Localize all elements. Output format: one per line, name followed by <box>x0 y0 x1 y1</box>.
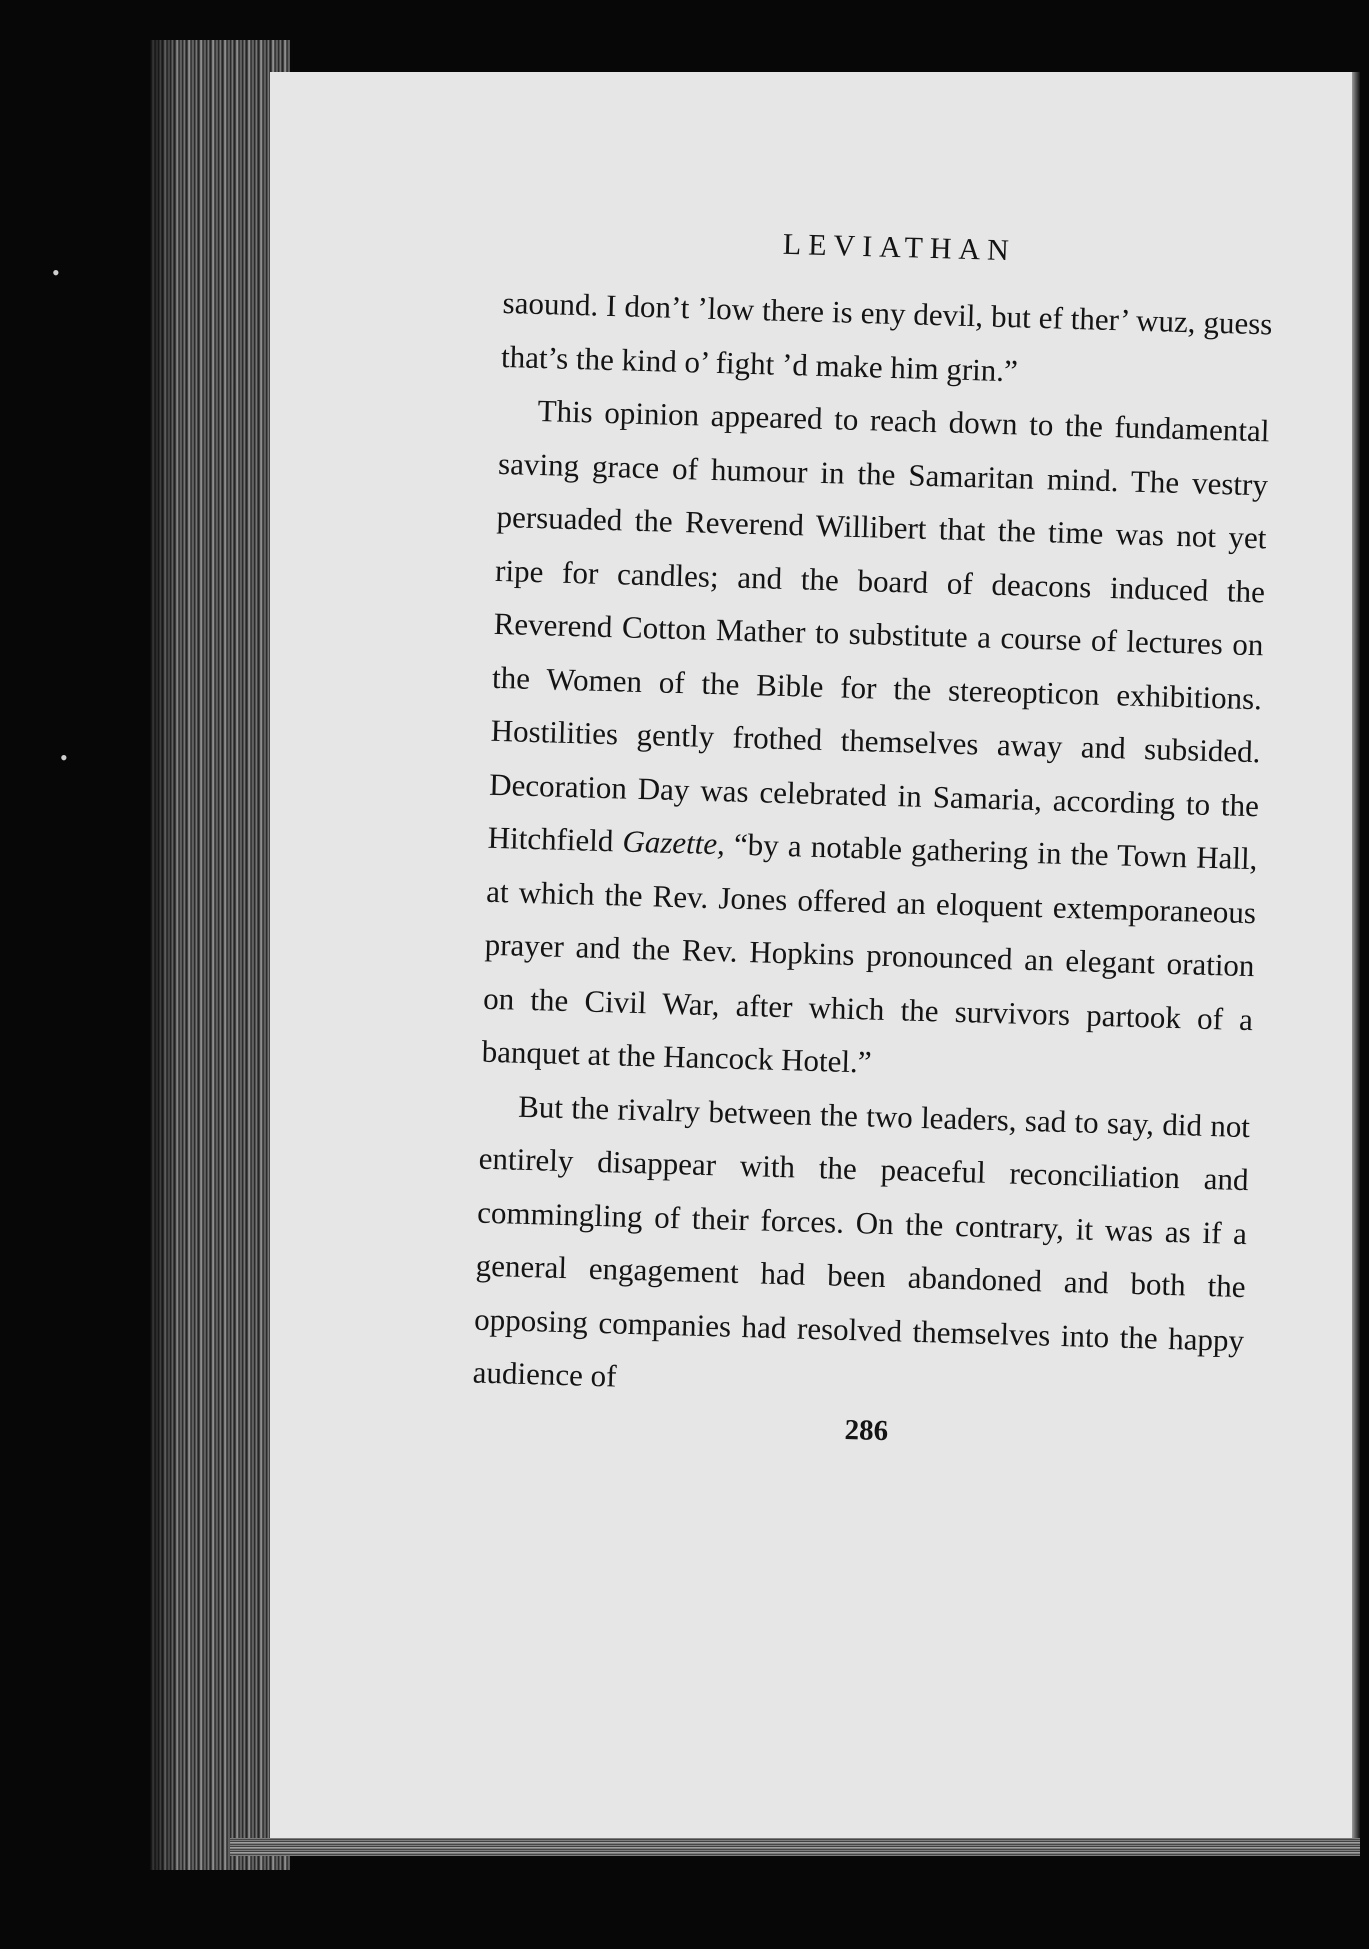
scan-speck: • <box>52 260 60 285</box>
page-bottom-edge <box>230 1838 1360 1856</box>
page-right-edge <box>1352 72 1360 1852</box>
gazette-italic: Gazette, <box>622 823 726 862</box>
paragraph-2 <box>481 383 1270 1100</box>
paragraph-2-part-1: This opinion appeared to reach down to the fundamental saving grace of humour in the Samaritan mind. The vestry persuaded the Reverend Willibert that the time was not yet ripe for candles; and the board of deacons induced the Reverend Cotton Mather to substitute a course of lectures on the Women of the Bible for the stereopticon exhibitions. Hostilities gently frothed themselves away and subsided. Decoration Day was celebrated in Samaria, according to the Hitchfield <box>487 392 1270 859</box>
paragraph-1: saound. I don’t ’low there is eny devil, but ef ther’ wuz, guess that’s the kind o’ fight ’d make him grin.” <box>500 284 1273 388</box>
paragraph-2-part-2: “by a notable gathering in the Town Hall, at which the Rev. Jones offered an eloquent extemporaneous prayer and the Rev. Hopkins pronounced an elegant oration on the Civil War, after which the survivors partook of a banquet at the Hancock Hotel.” <box>481 826 1258 1080</box>
page-number: 286 <box>844 1413 889 1447</box>
running-head: LEVIATHAN <box>782 227 1017 268</box>
paragraph-3: But the rivalry between the two leaders, sad to say, did not entirely disappear with the peaceful reconciliation and commingling of their forces. On the contrary, it was as if a general engagement had been abandoned and both the opposing companies had resolved themselves into the happy audience of <box>472 1088 1251 1394</box>
scan-speck: • <box>60 745 68 770</box>
gutter-shadow <box>140 40 180 1870</box>
page-text-block <box>471 220 1275 1458</box>
